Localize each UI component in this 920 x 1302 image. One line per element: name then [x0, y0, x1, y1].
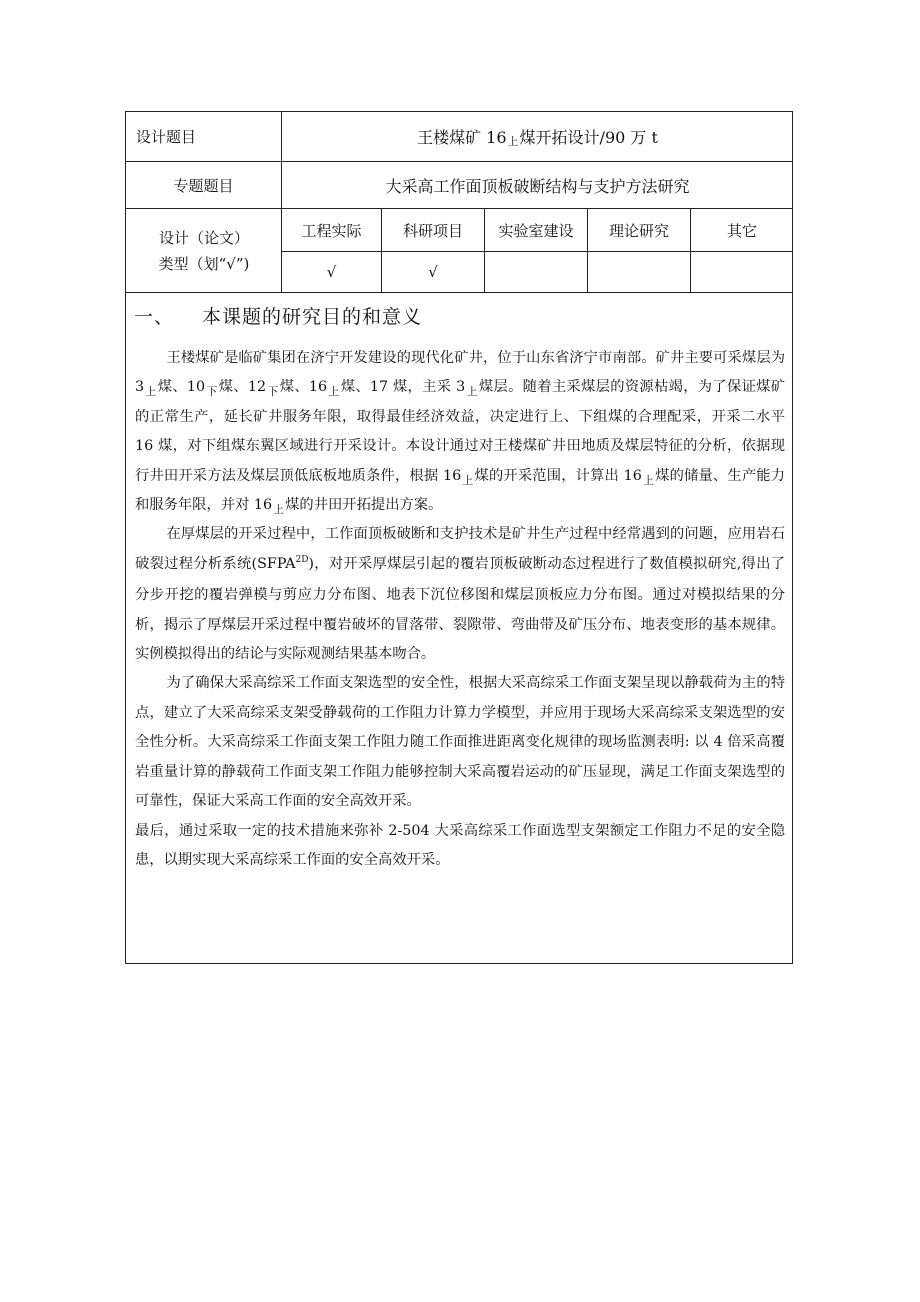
section-title: 本课题的研究目的和意义	[202, 306, 423, 328]
paragraph-line: 最后，通过采取一定的技术措施来弥补 2-504 大采高综采工作面选型支架额定工作阻力不足	[135, 822, 727, 839]
paragraph-line: 在厚煤层的开采过程中，工作面顶板破断和支护技术是矿井生产过程中经常遇到的问题，	[166, 526, 728, 543]
paragraph-line: 可采煤层为 3	[135, 350, 786, 396]
special-topic-value: 大采高工作面顶板破断结构与支护方法研究	[385, 176, 690, 196]
paper-type-label	[126, 209, 282, 292]
paragraph-text: 煤的井田开拓提出方案。	[285, 497, 443, 514]
paragraph-line: 布图。通过对模拟结果的分析，揭示了厚煤层开采过程中覆岩破坏的冒落带、裂隙带、弯曲	[135, 587, 785, 633]
paragraph-line: 采高综采支架选型的安全性分析。大采高综采工作面支架工作阻力随工作面推进距离变化规	[135, 704, 785, 751]
section-number: 一、	[134, 306, 175, 328]
section-body	[135, 344, 785, 875]
paragraph-line: 井田地质及煤层特征的分析，依据现行井田开采方法及煤层顶低底板地质条件，根据 16	[135, 438, 785, 484]
subscript: 上	[328, 385, 340, 399]
type-mark-engineering: √	[326, 263, 337, 281]
paragraph-line: 律的现场监测表明: 以 4 倍采高覆岩重量计算的静载荷工作面支架工作阻力能够控制大采高	[135, 734, 785, 780]
paragraph-text: 煤	[474, 467, 489, 484]
thesis-form-table	[125, 111, 793, 964]
type-option-other: 其它	[726, 221, 757, 240]
paper-type-label-line1: 设计（论文）	[158, 228, 249, 247]
type-option-lab: 实验室建设	[498, 221, 574, 240]
design-title-label: 设计题目	[136, 128, 197, 146]
type-option-engineering: 工程实际	[301, 221, 362, 240]
paragraph-text: 煤、12	[218, 379, 267, 396]
type-option-research: 科研项目	[402, 221, 463, 240]
paragraph-line: 的安全隐患，以期实现大采高综采工作面的安全高效开采。	[135, 822, 785, 868]
paragraph-text: 煤、16	[279, 379, 328, 396]
paragraph-text: 煤层。随着主采煤层的资源枯	[478, 379, 669, 396]
paragraph-line: 应用岩石破裂过程分析系统(SFPA	[135, 526, 786, 572]
paragraph-line: 煤的合理配采，开采二水平 16 煤，对下组煤东翼区域进行开采设计。本设计通过对王楼煤矿	[135, 408, 785, 455]
special-topic-label: 专题题目	[173, 176, 234, 195]
design-title-value	[282, 112, 793, 161]
paragraph-line: 带及矿压分布、地表变形的基本规律。实例模拟得出的结论与实际观测结果基本吻合。	[135, 616, 786, 663]
subscript: 下	[206, 385, 218, 399]
subscript: 上	[145, 385, 157, 399]
paragraph-3	[135, 669, 785, 816]
paragraph-text: 煤、10	[157, 379, 206, 396]
subscript: 上	[462, 473, 474, 487]
type-mark-lab	[485, 252, 587, 292]
paragraph-text: 煤、17 煤，主采 3	[340, 379, 466, 396]
paragraph-1	[135, 344, 785, 520]
type-mark-other	[691, 252, 793, 292]
design-title-subscript: 上	[507, 134, 519, 148]
paragraph-2	[135, 520, 785, 669]
paragraph-line: 荷为主的特点，建立了大采高综采支架受静载荷的工作阻力计算力学模型，并应用于现场大	[135, 675, 786, 721]
paragraph-line: 覆岩运动的矿压显现，满足工作面支架选型的可靠性，保证大采高工作面的安全高效开采。	[135, 763, 786, 810]
subscript: 上	[273, 503, 285, 517]
row-divider	[126, 292, 792, 293]
paragraph-line: 王楼煤矿是临矿集团在济宁开发建设的现代化矿井，位于山东省济宁市南部。矿井主要	[166, 350, 714, 366]
paragraph-4	[135, 817, 785, 876]
paragraph-line: 竭，为了保证煤矿的正常生产，延长矿井服务年限，取得最佳经济效益，决定进行上、下组	[135, 379, 786, 425]
type-mark-research: √	[428, 263, 438, 281]
paragraph-text: 煤的储量、生产能力和服务年限，并对 16	[135, 467, 786, 514]
paragraph-line: 值模拟研究,得出了分步开挖的覆岩弹模与剪应力分布图、地表下沉位移图和煤层顶板应力分	[135, 555, 785, 604]
superscript: 2D	[295, 554, 309, 565]
subscript: 上	[466, 385, 478, 399]
type-option-theory: 理论研究	[608, 221, 669, 240]
design-title-text-end: 煤开拓设计/90 万 t	[519, 128, 658, 147]
subscript: 上	[642, 473, 655, 487]
type-mark-theory	[588, 252, 690, 292]
section-heading	[134, 302, 422, 329]
paper-type-label-line2: 类型（划“√”)	[158, 254, 250, 273]
design-title-text: 王楼煤矿 16	[417, 128, 507, 147]
paragraph-line: 为了确保大采高综采工作面支架选型的安全性，根据大采高综采工作面支架呈现以静载	[166, 675, 714, 692]
paragraph-line: 的开采范围，计算出 16	[488, 467, 642, 484]
subscript: 下	[267, 385, 279, 399]
paragraph-text: )，对开采厚煤层引起的覆岩顶板破断动态过程进行了数	[308, 555, 664, 572]
